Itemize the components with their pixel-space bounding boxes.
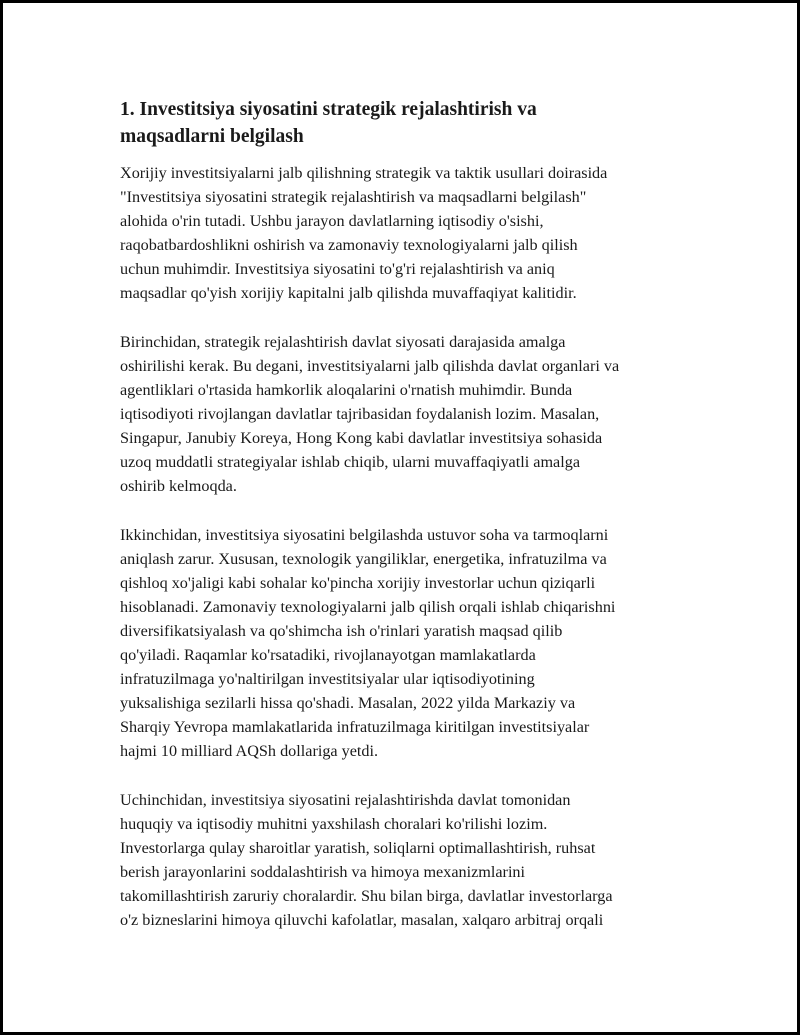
text-line: alohida o'rin tutadi. Ushbu jarayon davlatlarning iqtisodiy o'sishi, — [120, 212, 544, 231]
text-line: aniqlash zarur. Xususan, texnologik yangiliklar, energetika, infratuzilma va — [120, 549, 607, 568]
text-line: berish jarayonlarini soddalashtirish va himoya mexanizmlarini — [120, 863, 526, 881]
text-line: iqtisodiyoti rivojlangan davlatlar tajribasidan foydalanish lozim. Masalan, — [120, 405, 600, 424]
text-line: "Investitsiya siyosatini strategik rejalashtirish va maqsadlarni belgilash" — [120, 188, 587, 207]
paragraph-first — [120, 330, 690, 499]
text-line: raqobatbardoshlikni oshirish va zamonaviy texnologiyalarni jalb qilish — [120, 236, 578, 255]
text-line: diversifikatsiyalash va qo'shimcha ish o'rinlari yaratish maqsad qilib — [120, 621, 563, 640]
text-line: agentliklari o'rtasida hamkorlik aloqalarini o'rnatish muhimdir. Bunda — [120, 380, 573, 399]
text-line: Singapur, Janubiy Koreya, Hong Kong kabi davlatlar investitsiya sohasida — [120, 429, 603, 448]
text-line: hisoblanadi. Zamonaviy texnologiyalarni jalb qilish orqali ishlab chiqarishni — [120, 597, 616, 616]
document-body — [120, 96, 690, 956]
paragraph-second — [120, 523, 690, 764]
text-line: yuksalishiga sezilarli hissa qo'shadi. Masalan, 2022 yilda Markaziy va — [120, 694, 576, 713]
heading-line: 1. Investitsiya siyosatini strategik rejalashtirish va — [120, 99, 537, 120]
text-line: takomillashtirish zaruriy choralardir. Shu bilan birga, davlatlar investorlarga — [120, 887, 613, 906]
text-line: Investorlarga qulay sharoitlar yaratish, soliqlarni optimallashtirish, ruhsat — [120, 838, 596, 857]
section-heading — [120, 96, 690, 150]
text-line: Ikkinchidan, investitsiya siyosatini belgilashda ustuvor soha va tarmoqlarni — [120, 525, 609, 544]
text-line: Uchinchidan, investitsiya siyosatini rejalashtirishda davlat tomonidan — [120, 790, 571, 809]
text-line: maqsadlar qo'yish xorijiy kapitalni jalb qilishda muvaffaqiyat kalitidir. — [120, 284, 577, 303]
text-line: oshirib kelmoqda. — [120, 477, 237, 496]
text-line: uzoq muddatli strategiyalar ishlab chiqib, ularni muvaffaqiyatli amalga — [120, 453, 581, 472]
text-line: uchun muhimdir. Investitsiya siyosatini to'g'ri rejalashtirish va aniq — [120, 260, 555, 279]
paragraph-intro — [120, 161, 690, 306]
text-line: Sharqiy Yevropa mamlakatlarida infratuzilmaga kiritilgan investitsiyalar — [120, 718, 590, 737]
text-line: qo'yiladi. Raqamlar ko'rsatadiki, rivojlanayotgan mamlakatlarda — [120, 646, 536, 665]
text-line: huquqiy va iqtisodiy muhitni yaxshilash choralari ko'rilishi lozim. — [120, 814, 548, 833]
text-line: hajmi 10 milliard AQSh dollariga yetdi. — [120, 742, 379, 761]
text-line: Xorijiy investitsiyalarni jalb qilishning strategik va taktik usullari doirasida — [120, 164, 608, 182]
heading-line: maqsadlarni belgilash — [120, 126, 304, 147]
paragraph-third — [120, 788, 690, 933]
text-line: qishloq xo'jaligi kabi sohalar ko'pincha xorijiy investorlar uchun qiziqarli — [120, 573, 596, 592]
text-line: o'z bizneslarini himoya qiluvchi kafolatlar, masalan, xalqaro arbitraj orqali — [120, 911, 604, 930]
text-line: infratuzilmaga yo'naltirilgan investitsiyalar ular iqtisodiyotining — [120, 670, 535, 689]
text-line: Birinchidan, strategik rejalashtirish davlat siyosati darajasida amalga — [120, 332, 566, 351]
text-line: oshirilishi kerak. Bu degani, investitsiyalarni jalb qilishda davlat organlari va — [120, 356, 620, 375]
